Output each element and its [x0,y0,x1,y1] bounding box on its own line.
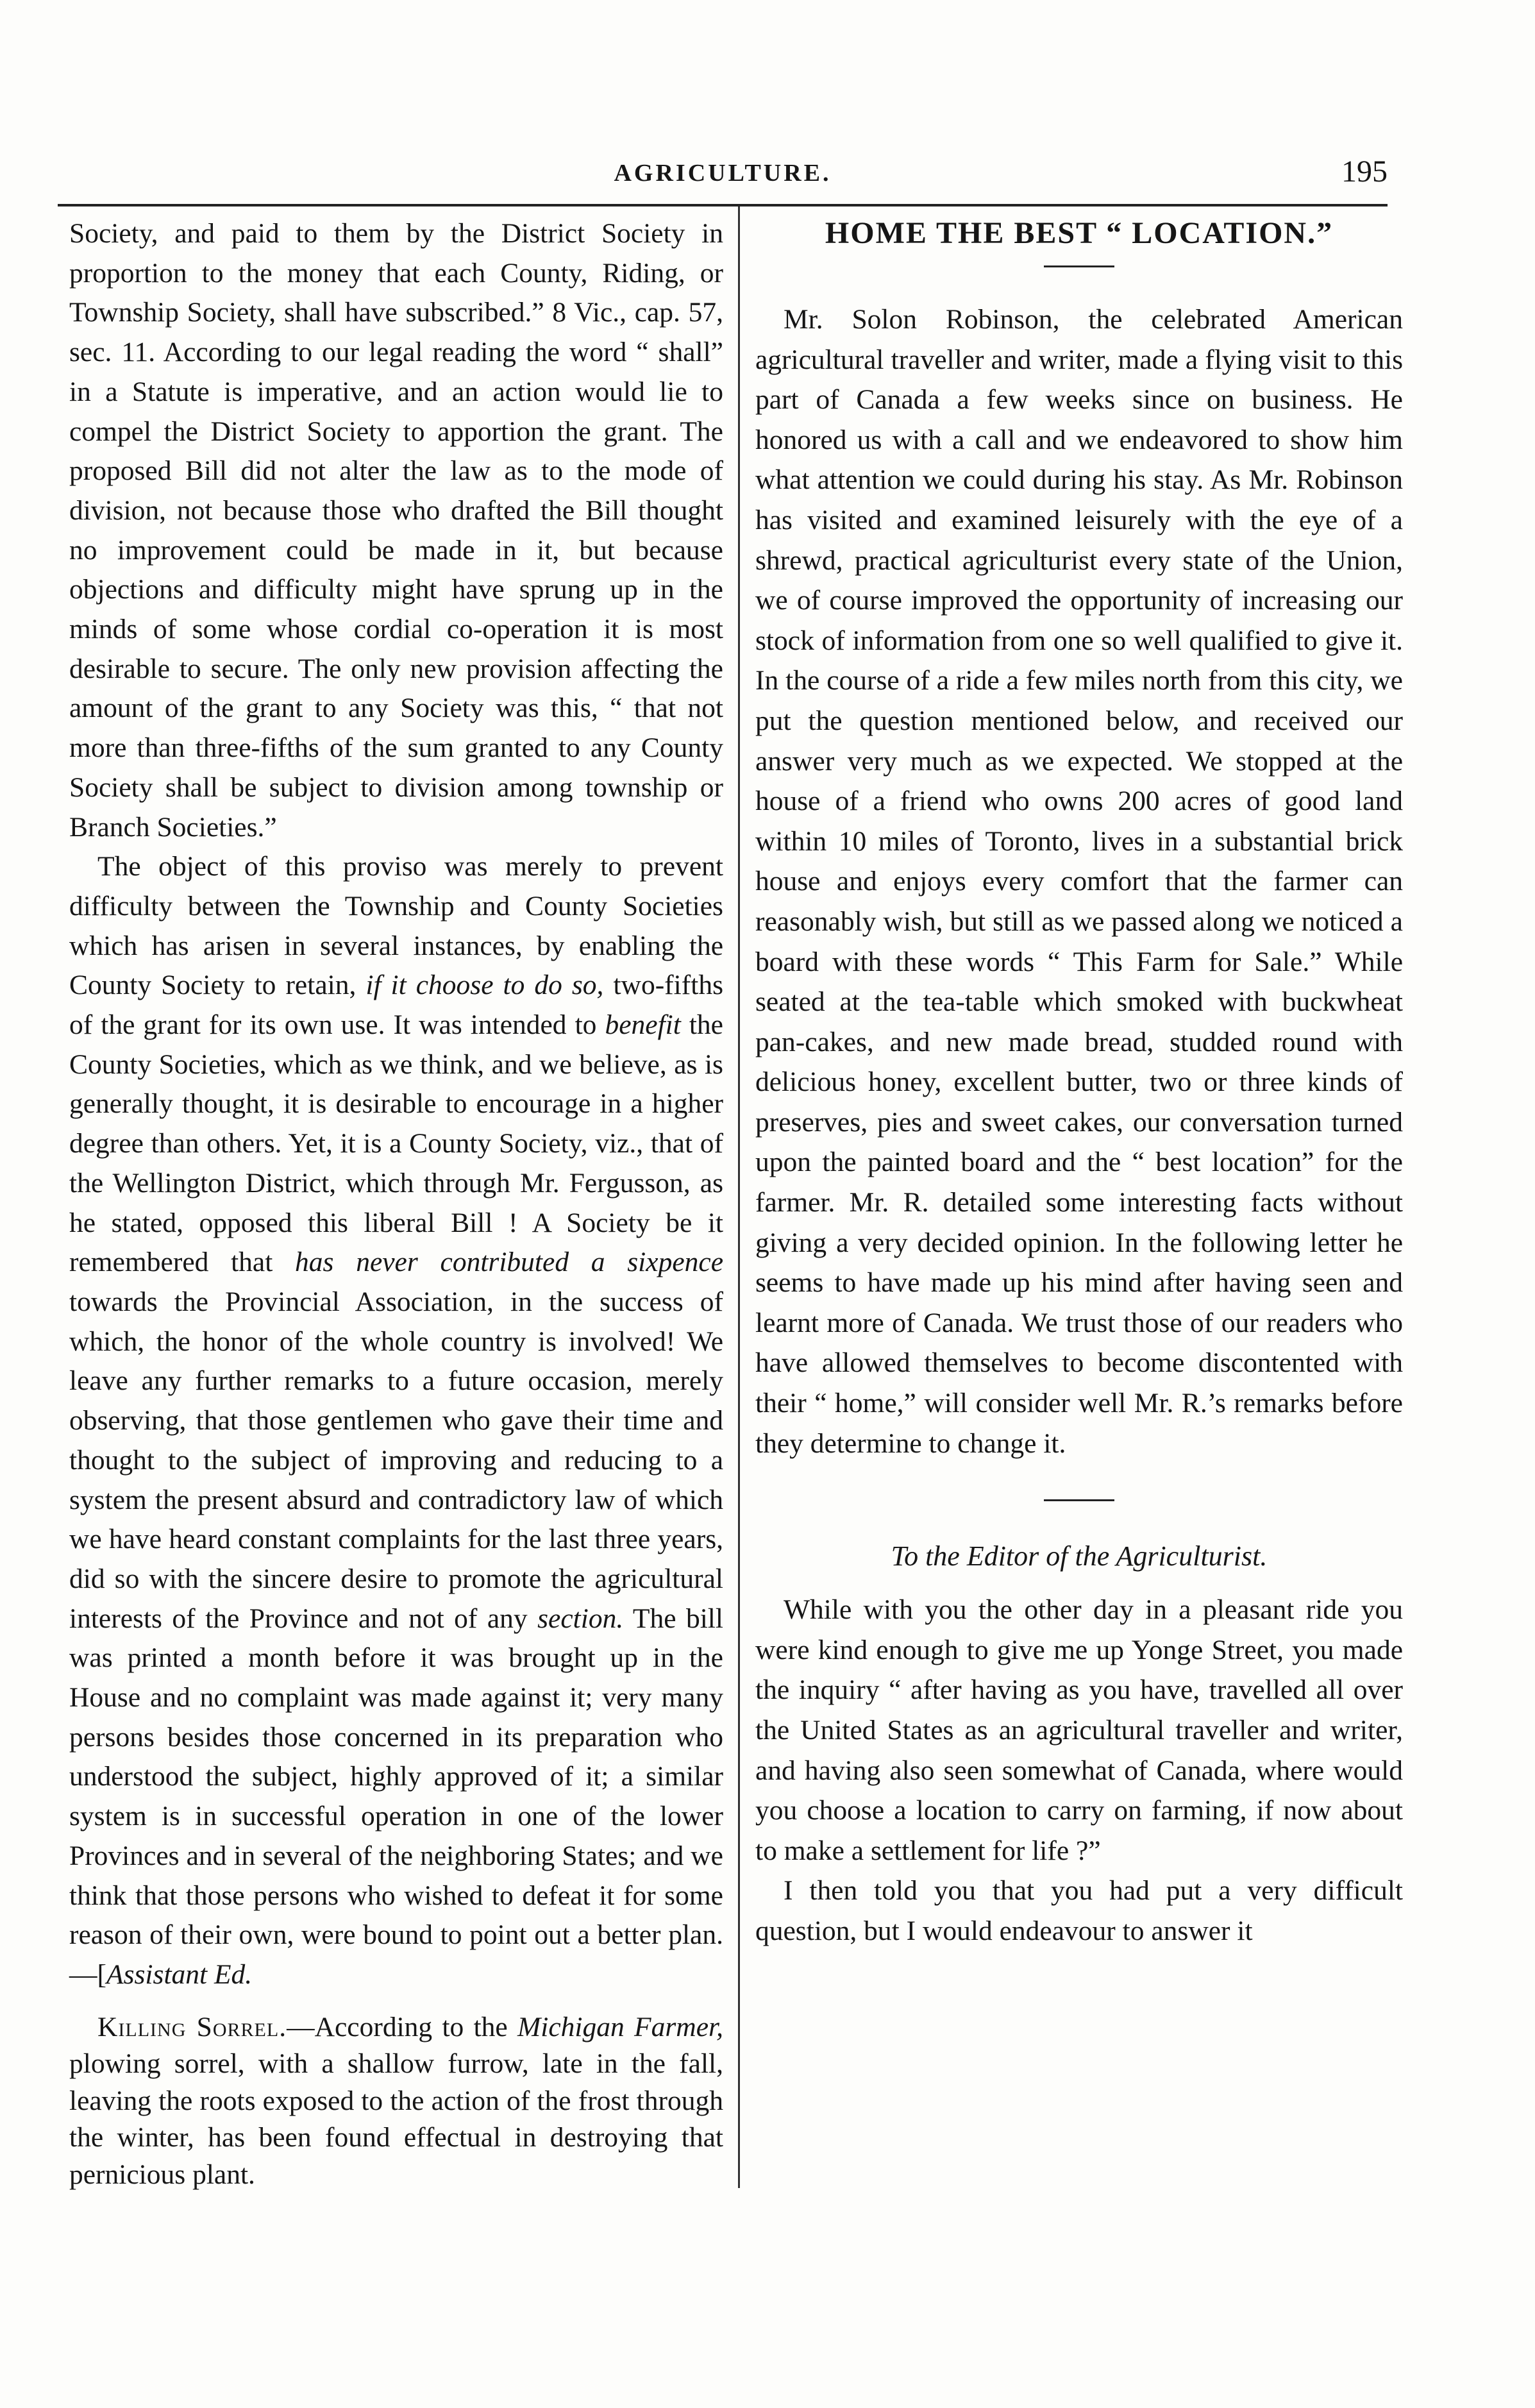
italic-run: section. [537,1603,624,1634]
text-run: The bill was printed a month before it was brought up in the House and no complaint was made against it; very many persons besides those concerned in its preparation who understood the subject, highly approved of it; a similar system is in successful operation in one of the lower Provinces and in several of the neighboring States; and we think that those persons who wished to defeat it for some reason of their own, were bound to point out a better plan.—[ [69,1603,723,1990]
italic-run: benefit [605,1009,681,1041]
section-rule [1044,1499,1114,1501]
item-heading: Killing Sorrel. [97,2011,287,2042]
italic-run: has never contributed a sixpence [295,1247,723,1278]
right-paragraph-3: I then told you that you had put a very difficult question, but I would endeavour to answer it [755,1875,1403,1946]
running-head: AGRICULTURE. [614,160,832,187]
left-paragraph-3 [69,2009,723,2194]
right-column [755,214,1403,1951]
title-rule [1044,265,1114,267]
page-header [58,155,1388,198]
column-divider [738,206,740,2188]
text-run: the County Societies, which as we think, and we believe, as is generally thought, it is desirable to encourage in a higher degree than others. Yet, it is a County Society, viz., that of the Wellington District, which through Mr. Fergusson, as he stated, opposed this liberal Bill ! A Society be it remembered that [69,1009,723,1278]
right-paragraph-2: While with you the other day in a pleasant ride you were kind enough to give me up Yonge Street, you made the inquiry “ after having as you have, travelled all over the United States as an agricultural traveller and writer, and having also seen somewhat of Canada, where would you choose a location to carry on farming, if now about to make a settlement for life ?” [755,1594,1403,1866]
italic-run: Michigan Farmer, [517,2011,723,2042]
text-run: towards the Provincial Association, in the success of which, the honor of the whole country is involved! We leave any further remarks to a future occasion, merely observing, that those gentlemen who gave their time and thought to the subject of improving and reducing to a system the present absurd and contradictory law of which we have heard constant complaints for the last three years, did so with the sincere desire to promote the agricultural interests of the Province and not of any [69,1286,723,1634]
letter-heading: To the Editor of the Agriculturist. [891,1540,1268,1572]
left-paragraph-1: Society, and paid to them by the District Society in proportion to the money that each County, Riding, or Township Society, shall have subscribed.” 8 Vic., cap. 57, sec. 11. According to our legal reading the word “ shall” in a Statute is imperative, and an action would lie to compel the District Society to apportion the grant. The proposed Bill did not alter the law as to the mode of division, not because those who drafted the Bill thought no improvement could be made in it, but because objections and difficulty might have sprung up in the minds of some whose cordial co-operation it is most desirable to secure. The only new provision affecting the amount of the grant to any Society was this, “ that not more than three-fifths of the sum granted to any County Society shall be subject to division among township or Branch Societies.” [69,218,723,843]
text-run: plowing sorrel, with a shallow furrow, late in the fall, leaving the roots exposed to the action of the frost through the winter, has been found effectual in destroying that pernicious plant. [69,2048,723,2190]
article-title: HOME THE BEST “ LOCATION.” [825,216,1334,250]
right-paragraph-1: Mr. Solon Robinson, the celebrated American agricultural traveller and writer, made a flying visit to this part of Canada a few weeks since on business. He honored us with a call and we endeavored to show him what attention we could during his stay. As Mr. Robinson has visited and examined leisurely with the eye of a shrewd, practical agriculturist every state of the Union, we of course improved the opportunity of increasing our stock of information from one so well qualified to give it. In the course of a ride a few miles north from this city, we put the question mentioned below, and received our answer very much as we expected. We stopped at the house of a friend who owns 200 acres of good land within 10 miles of Toronto, lives in a substantial brick house and enjoys every comfort that the farmer can reasonably wish, but still as we passed along we noticed a board with these words “ This Farm for Sale.” While seated at the tea-table which smoked with buckwheat pan-cakes, and new made bread, studded round with delicious honey, excellent butter, two or three kinds of preserves, pies and sweet cakes, our conversation turned upon the painted board and the “ best location” for the farmer. Mr. R. detailed some interesting facts without giving a very decided opinion. In the following letter he seems to have made up his mind after having seen and learnt more of Canada. We trust those of our readers who have allowed themselves to become discontented with their “ home,” will consider well Mr. R.’s remarks before they determine to change it. [755,304,1403,1459]
header-rule [58,204,1388,206]
text-run: —According to the [287,2011,518,2042]
italic-run: Assistant Ed. [106,1958,253,1990]
text-run: two-fifths of the grant for its own use. It was intended to [69,970,724,1041]
italic-run: if it choose to do so, [365,970,604,1001]
left-paragraph-2 [69,847,723,1994]
text-run: The object of this proviso was merely to prevent difficulty between the Township and County Societies which has arisen in several instances, by enabling the County Society to retain, [69,851,723,1001]
page-number: 195 [1341,155,1388,189]
left-column [69,214,723,2193]
